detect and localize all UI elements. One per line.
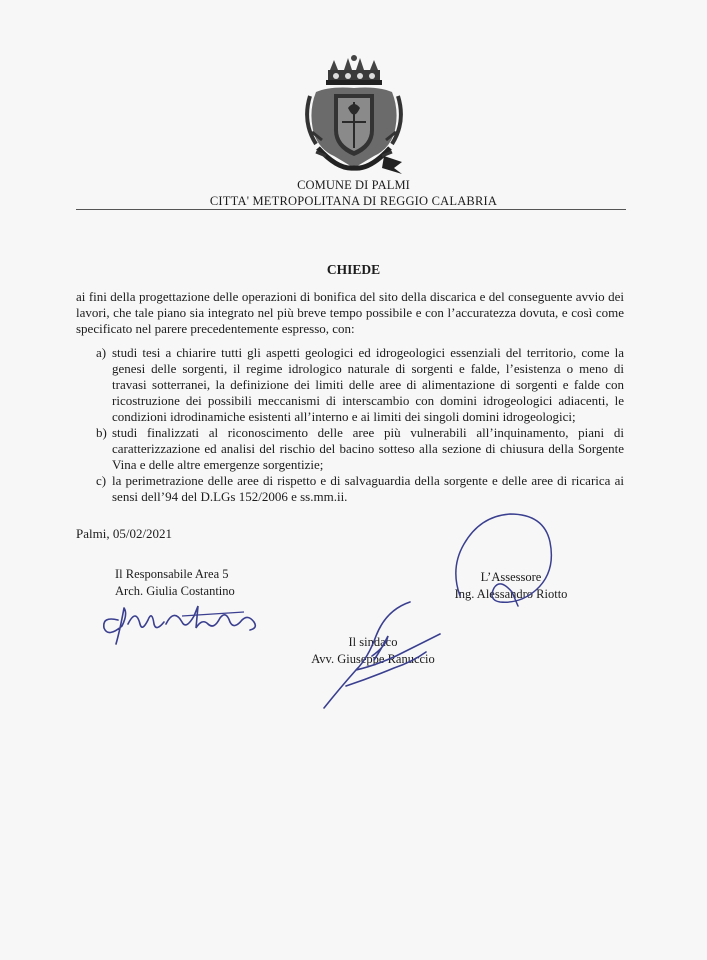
header-divider bbox=[76, 209, 626, 210]
signer-name: Arch. Giulia Costantino bbox=[115, 584, 235, 598]
list-marker: a) bbox=[96, 345, 107, 360]
handwritten-signature-right bbox=[448, 508, 558, 618]
signer-role: Il Responsabile Area 5 bbox=[115, 567, 229, 581]
list-item bbox=[76, 345, 624, 425]
list-item-text: la perimetrazione delle aree di rispetto e di salvaguardia della sorgente e delle aree di ricarica ai sensi dell’94 del D.LGs 152/2006 e ss.mm.ii. bbox=[112, 473, 624, 504]
list-marker: c) bbox=[96, 473, 107, 488]
metro-city-name: CITTA' METROPOLITANA DI REGGIO CALABRIA bbox=[209, 194, 498, 208]
list-item bbox=[76, 425, 624, 473]
intro-paragraph: ai fini della progettazione delle operazioni di bonifica del sito della discarica e del conseguente avvio dei lavori, che tale piano sia integrato nel più breve tempo possibile e con l’accuratezza dovuta, e così come specificato nel parere precedentemente espresso, con: bbox=[76, 289, 624, 336]
handwritten-signature-left bbox=[94, 594, 270, 650]
signer-name: Avv. Giuseppe Ranuccio bbox=[311, 652, 435, 666]
list-item-text: studi tesi a chiarire tutti gli aspetti geologici ed idrogeologici essenziali del territorio, come la genesi delle sorgenti, il regime idrologico naturale di sorgenti e falde, l’esistenza o meno di travasi sotterranei, la definizione dei limiti delle aree di alimentazione di sorgenti e falde con ricostruzione dei possibili meccanismi di interscambio con domini idrogeologici adiacenti, le condizioni idrodinamiche esistenti all’interno e ai limiti dei singoli domini idrogeologici; bbox=[112, 345, 624, 424]
signer-role: Il sindaco bbox=[348, 635, 398, 649]
signer-role: L’Assessore bbox=[480, 570, 542, 584]
request-list bbox=[76, 345, 624, 505]
municipality-name: COMUNE DI PALMI bbox=[297, 178, 410, 192]
place-date: Palmi, 05/02/2021 bbox=[76, 526, 173, 541]
handwritten-signature-center bbox=[316, 596, 448, 714]
list-item bbox=[76, 473, 624, 505]
signer-name: Ing. Alessandro Riotto bbox=[454, 587, 568, 601]
list-marker: b) bbox=[96, 425, 107, 440]
document-heading: CHIEDE bbox=[326, 262, 381, 277]
municipal-crest-icon bbox=[298, 52, 410, 180]
list-item-text: studi finalizzati al riconoscimento delle aree più vulnerabili all’inquinamento, piani di caratterizzazione ed analisi del rischio del bacino sotteso alla sezione di chiusura della Sorgente Vina e delle altre emergenze sorgentizie; bbox=[112, 425, 624, 472]
